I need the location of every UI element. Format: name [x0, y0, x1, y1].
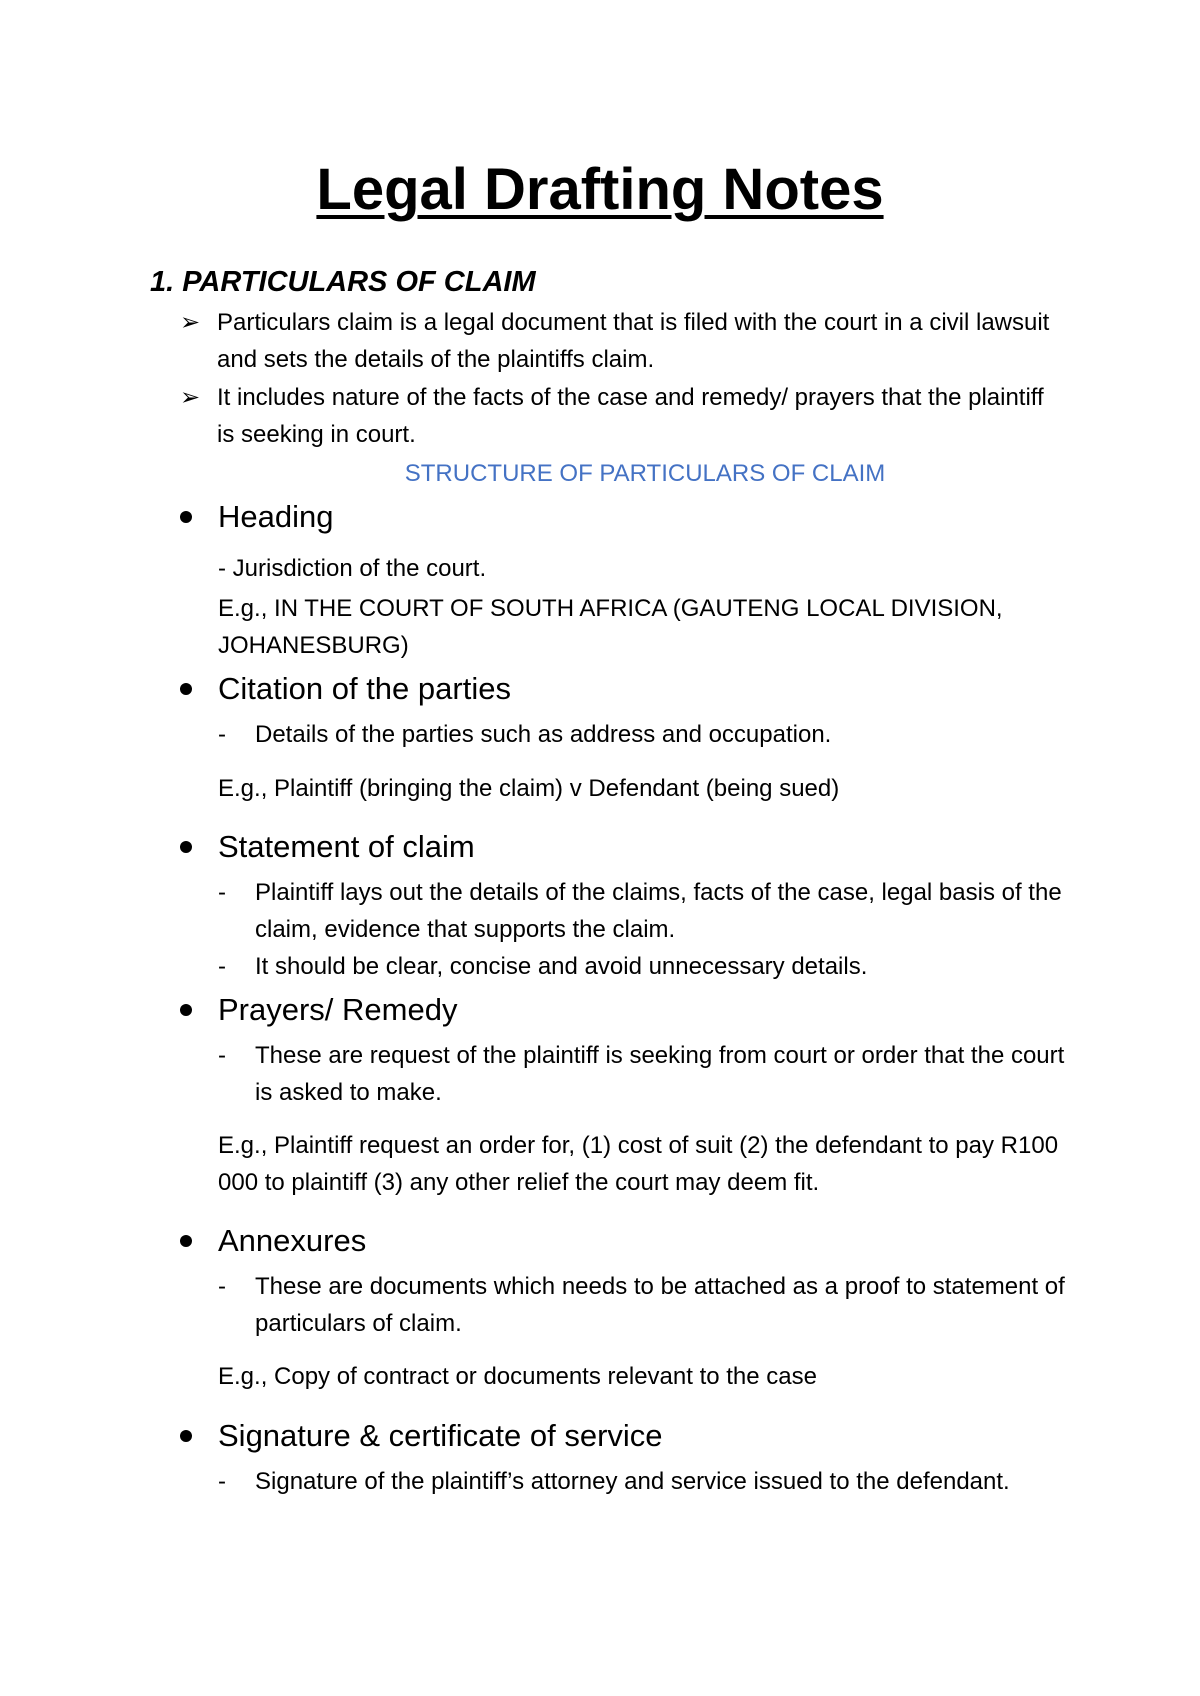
- prayers-point: - These are request of the plaintiff is seeking from court or order that the court is asked to make.: [218, 1037, 1078, 1111]
- dash-marker: -: [218, 879, 226, 906]
- dash-marker: -: [218, 1468, 226, 1495]
- statement-section-title: Statement of claim: [180, 825, 1080, 869]
- intro-item: [180, 379, 1060, 453]
- citation-section-title: Citation of the parties: [180, 667, 1080, 711]
- bullet-icon: [180, 683, 192, 695]
- signature-point: - Signature of the plaintiff’s attorney and service issued to the defendant.: [218, 1463, 1078, 1500]
- heading-section-title: Heading: [180, 495, 1080, 539]
- citation-point: - Details of the parties such as address and occupation.: [218, 716, 1078, 753]
- bullet-icon: [180, 1430, 192, 1442]
- section-heading: 1. PARTICULARS OF CLAIM: [150, 266, 536, 298]
- intro-item: [180, 304, 1060, 378]
- bullet-icon: [180, 1235, 192, 1247]
- structure-subtitle: STRUCTURE OF PARTICULARS OF CLAIM: [404, 460, 886, 487]
- intro-text: It includes nature of the facts of the case and remedy/ prayers that the plaintiff is seeking in court.: [217, 384, 1044, 448]
- dash-marker: -: [218, 1042, 226, 1069]
- intro-text: Particulars claim is a legal document that is filed with the court in a civil lawsuit and sets the details of the plaintiffs claim.: [217, 309, 1050, 373]
- prayers-section-title: Prayers/ Remedy: [180, 988, 1080, 1032]
- dash-marker: -: [218, 721, 226, 748]
- arrow-bullet-icon: ➢: [180, 384, 201, 411]
- bullet-icon: [180, 841, 192, 853]
- signature-section-title: Signature & certificate of service: [180, 1414, 1080, 1458]
- annexures-point: - These are documents which needs to be attached as a proof to statement of particulars of claim.: [218, 1268, 1078, 1342]
- page-title: Legal Drafting Notes: [316, 157, 884, 222]
- citation-example: E.g., Plaintiff (bringing the claim) v Defendant (being sued): [218, 775, 840, 802]
- bullet-icon: [180, 1004, 192, 1016]
- arrow-bullet-icon: ➢: [180, 309, 201, 336]
- annexures-section-title: Annexures: [180, 1219, 1080, 1263]
- bullet-icon: [180, 511, 192, 523]
- dash-marker: -: [218, 1273, 226, 1300]
- statement-point: - It should be clear, concise and avoid unnecessary details.: [218, 948, 1078, 985]
- dash-marker: -: [218, 953, 226, 980]
- heading-point: - Jurisdiction of the court.: [218, 555, 487, 582]
- statement-point: - Plaintiff lays out the details of the claims, facts of the case, legal basis of the claim, evidence that supports the claim.: [218, 874, 1078, 948]
- annexures-example: E.g., Copy of contract or documents relevant to the case: [218, 1363, 817, 1390]
- prayers-example: E.g., Plaintiff request an order for, (1) cost of suit (2) the defendant to pay R100 000 to plaintiff (3) any other relief the court may deem fit.: [218, 1132, 1059, 1196]
- heading-example: E.g., IN THE COURT OF SOUTH AFRICA (GAUTENG LOCAL DIVISION, JOHANESBURG): [218, 595, 1003, 659]
